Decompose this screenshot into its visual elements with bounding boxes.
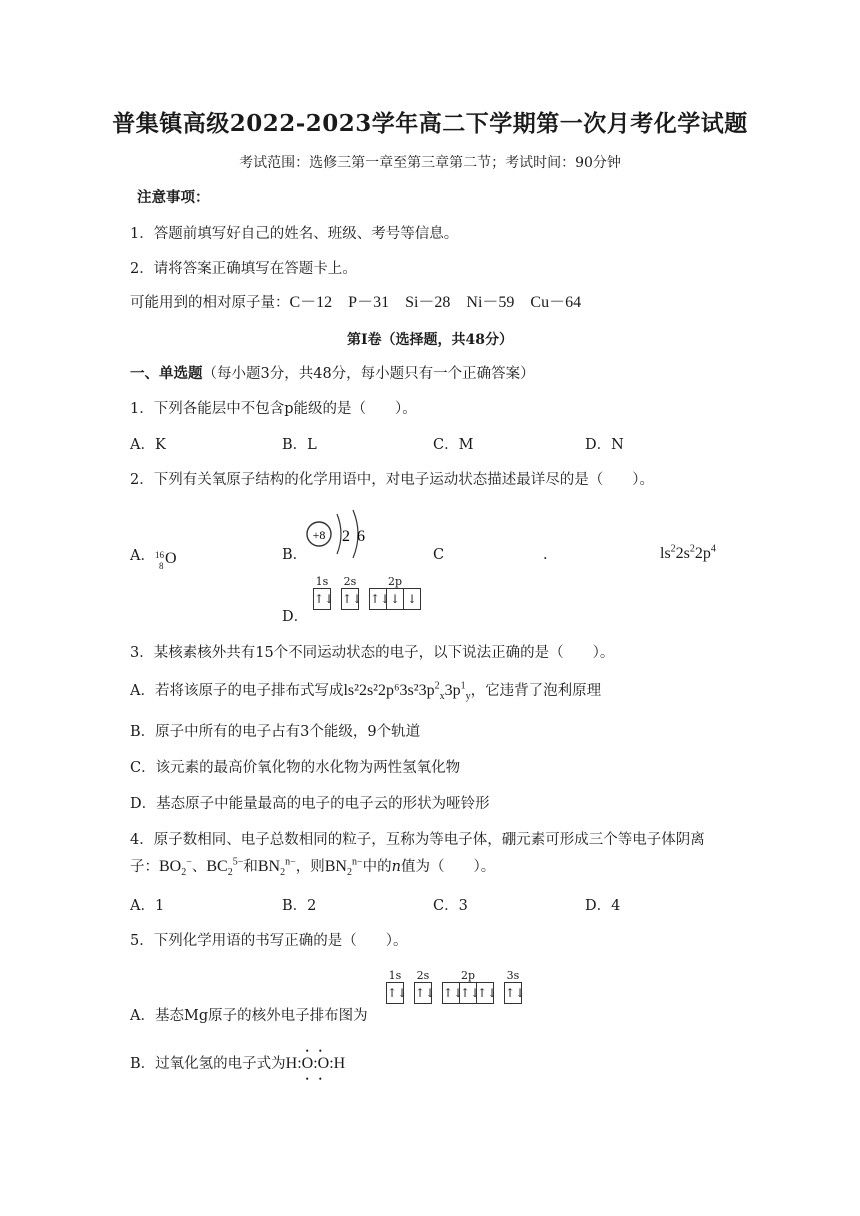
- q4-option-d: D．4: [585, 898, 621, 914]
- q5-option-a: A．基态Mg原子的核外电子排布图为: [130, 1008, 368, 1024]
- orbital-box: ↓: [403, 589, 420, 609]
- oxygen-orbital-0: [313, 575, 335, 610]
- q3-option-b: B．原子中所有的电子占有3个能级，9个轨道: [130, 724, 421, 740]
- part-heading: 一、单选题: [130, 365, 203, 382]
- notes-heading: 注意事项：: [137, 189, 210, 206]
- mg-orbital-3: [504, 969, 526, 1004]
- orbital-label: 3s: [506, 969, 520, 982]
- orbital-box: ↑↓: [415, 986, 436, 1000]
- q2-option-d-label: D．: [282, 609, 309, 625]
- part-note: （每小题3分，共48分，每小题只有一个正确答案）: [202, 366, 535, 382]
- exam-scope: 考试范围：选修三第一章至第三章第二节；考试时间：90分钟: [239, 155, 621, 171]
- q5-stem: 5．下列化学用语的书写正确的是（ ）。: [130, 933, 408, 949]
- orbital-label: 1s: [315, 575, 329, 588]
- orbital-label: 2p: [460, 969, 476, 982]
- atomic-mass-values: C－12 P－31 Si－28 Ni－59 Cu－64: [289, 294, 582, 311]
- mg-orbital-1: [414, 969, 436, 1004]
- atomic-mass-line: [130, 293, 581, 313]
- oxygen-orbital-2: [369, 576, 421, 610]
- mg-orbital-diagram: [386, 969, 526, 1004]
- svg-text:2: 2: [342, 528, 350, 545]
- section-title: 第Ⅰ卷（选择题，共48分）: [346, 332, 514, 348]
- q3-stem: 3．某核素核外共有15个不同运动状态的电子，以下说法正确的是（ ）。: [130, 645, 615, 661]
- orbital-box: ↑↓: [387, 986, 408, 1000]
- orbital-label: 1s: [388, 969, 402, 982]
- q2-option-a: A． 16 8 O: [130, 545, 177, 567]
- svg-text:6: 6: [357, 528, 365, 545]
- q1-option-c: C．M: [433, 437, 474, 453]
- q1-option-a: A．K: [130, 437, 166, 453]
- orbital-box: ↑↓: [314, 592, 335, 606]
- orbital-label: 2p: [387, 575, 403, 588]
- oxygen-orbital-1: [341, 575, 363, 610]
- q3-option-a: A．若将该原子的电子排布式写成$ls^22s^22p^63s^23p^2_x3p^1_y$，它违背了泡利原理: [130, 680, 602, 703]
- orbital-box: ↑↓: [505, 986, 526, 1000]
- orbital-label: 2s: [416, 969, 430, 982]
- q2-stem: 2．下列有关氧原子结构的化学用语中，对电子运动状态描述最详尽的是（ ）。: [130, 472, 654, 488]
- orbital-box: ↑↓: [443, 986, 464, 1000]
- mg-orbital-2: [442, 969, 498, 1004]
- note-item-2: 2．请将答案正确填写在答题卡上。: [130, 261, 357, 277]
- q3-option-d: D．基态原子中能量最高的电子的电子云的形状为哑铃形: [130, 796, 490, 812]
- q2-option-c-config: $ls^22s^22p^4$: [660, 543, 716, 562]
- svg-text:+8: +8: [312, 528, 326, 542]
- q4-option-c: C．3: [433, 898, 468, 914]
- q4-stem-line2: 子：$BO_2^-$、$BC_2^{5-}$和$BN_2^{n-}$，则$BN_2^{n-}$中的n值为（ ）。: [130, 856, 496, 879]
- q4-option-a: A．1: [130, 898, 165, 914]
- orbital-box: ↓: [386, 589, 403, 609]
- q2-option-c-label: C: [433, 547, 445, 563]
- q3-config: $ls^22s^22p^63s^23p^2_x3p^1_y$: [343, 680, 471, 703]
- orbital-box: ↑↓: [342, 592, 363, 606]
- orbital-box: ↑↓: [459, 983, 476, 1003]
- orbital-box: ↑↓: [370, 592, 391, 606]
- q2-option-c-dot: .: [543, 547, 548, 563]
- q5-option-b: B．过氧化氢的电子式为 •• •• H:O:O:H: [130, 1046, 346, 1084]
- q4-option-b: B．2: [282, 898, 317, 914]
- q3-option-c: C．该元素的最高价氧化物的水化物为两性氢氧化物: [130, 760, 461, 776]
- oxygen-orbital-diagram: [313, 576, 421, 610]
- mg-orbital-0: [386, 969, 408, 1004]
- q1-option-b: B．L: [282, 437, 317, 453]
- page-title: 普集镇高级2022-2023学年高二下学期第一次月考化学试题: [112, 110, 748, 137]
- atom-structure-diagram: [303, 508, 373, 560]
- note-item-1: 1．答题前填写好自己的姓名、班级、考号等信息。: [130, 226, 459, 242]
- atomic-mass-label: 可能用到的相对原子量：: [130, 295, 290, 311]
- oxygen-isotope-symbol: 16 8 O: [154, 550, 177, 571]
- h2o2-electron-formula: •• •• H:O:O:H: [285, 1046, 346, 1084]
- orbital-box: ↑↓: [476, 983, 493, 1003]
- q4-stem-line1: 4．原子数相同、电子总数相同的粒子，互称为等电子体，硼元素可形成三个等电子体阴离: [130, 832, 705, 848]
- orbital-label: 2s: [343, 575, 357, 588]
- part-heading-line: [130, 364, 535, 384]
- q1-stem: 1．下列各能层中不包含p能级的是（ ）。: [130, 401, 417, 417]
- q1-option-d: D．N: [585, 437, 624, 453]
- q2-option-b-label: B．: [282, 547, 308, 563]
